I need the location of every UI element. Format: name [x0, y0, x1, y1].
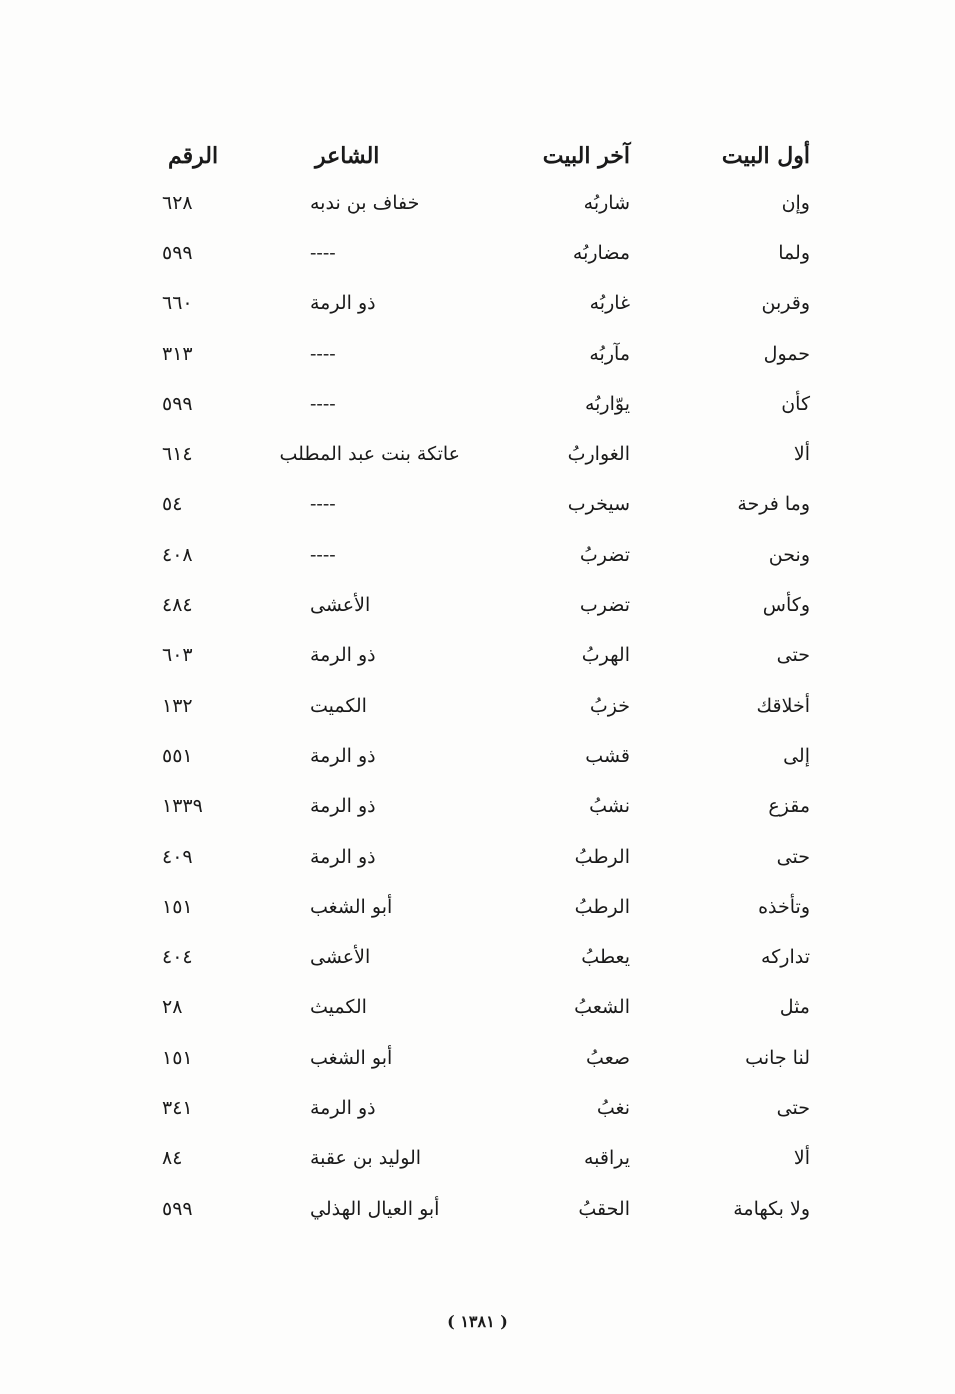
poet-cell: ---- — [310, 543, 336, 566]
first-verse-cell: أخلاقك — [756, 694, 810, 717]
number-cell: ٥٥١ — [162, 744, 193, 767]
first-verse-cell: تداركه — [761, 946, 810, 969]
last-verse-cell: الهربُ — [581, 644, 630, 667]
number-cell: ٣٤١ — [162, 1096, 193, 1119]
first-verse-cell: مقزع — [768, 795, 810, 818]
last-verse-cell: الرطبُ — [574, 845, 630, 868]
number-cell: ١٥١ — [162, 895, 193, 918]
first-verse-cell: حمول — [763, 342, 810, 365]
last-verse-cell: يعطبُ — [581, 946, 630, 969]
table-row — [150, 1033, 820, 1083]
first-verse-cell: وتأخذه — [758, 895, 810, 918]
poet-cell: ذو الرمة — [310, 845, 376, 868]
number-cell: ٦٦٠ — [162, 292, 193, 315]
poet-cell: الكميث — [310, 996, 367, 1019]
first-verse-cell: ولا بكهامة — [733, 1197, 810, 1220]
last-verse-cell: صعبُ — [586, 1046, 630, 1069]
number-cell: ٥٩٩ — [162, 1197, 193, 1220]
last-verse-cell: الشعبُ — [574, 996, 630, 1019]
number-cell: ٦٢٨ — [162, 191, 193, 214]
table-row — [150, 530, 820, 580]
table-row — [150, 882, 820, 932]
poet-cell: أبو الشغب — [310, 895, 393, 918]
first-verse-cell: وإن — [781, 191, 810, 214]
first-verse-cell: ونحن — [768, 543, 810, 566]
column-header-poet: الشاعر — [315, 143, 380, 169]
table-row — [150, 731, 820, 781]
last-verse-cell: نشبُ — [589, 795, 630, 818]
last-verse-cell: يراقبه — [583, 1147, 630, 1170]
table-row — [150, 1083, 820, 1133]
number-cell: ٤٠٤ — [162, 946, 193, 969]
first-verse-cell: لنا جانب — [745, 1046, 810, 1069]
last-verse-cell: يوّاربُه — [584, 392, 630, 415]
last-verse-cell: تضربُ — [579, 543, 630, 566]
first-verse-cell: وكأس — [762, 594, 810, 617]
column-header-last-verse: آخر البيت — [542, 143, 630, 169]
table-row — [150, 228, 820, 278]
table-row — [150, 681, 820, 731]
first-verse-cell: وما فرحة — [737, 493, 810, 516]
table-row — [150, 379, 820, 429]
last-verse-cell: سيخرب — [567, 493, 630, 516]
poet-cell: عاتكة بنت عبد المطلب — [279, 443, 460, 466]
number-cell: ٦٠٣ — [162, 644, 193, 667]
poet-cell: ذو الرمة — [310, 292, 376, 315]
poet-cell: ذو الرمة — [310, 744, 376, 767]
last-verse-cell: شاربُه — [583, 191, 630, 214]
poet-cell: ---- — [310, 342, 336, 365]
poet-cell: أبو الشغب — [310, 1046, 393, 1069]
table-header-row — [150, 134, 820, 178]
poet-cell: الكميت — [310, 694, 367, 717]
number-cell: ١٣٣٩ — [162, 795, 203, 818]
verse-index-table — [150, 134, 820, 1234]
table-row — [150, 932, 820, 982]
column-header-number: الرقم — [168, 143, 219, 169]
table-body — [150, 178, 820, 1234]
poet-cell: ---- — [310, 392, 336, 415]
poet-cell: الأعشى — [310, 946, 371, 969]
last-verse-cell: قشب — [585, 744, 630, 767]
table-row — [150, 329, 820, 379]
number-cell: ٥٤ — [162, 493, 183, 516]
table-row — [150, 580, 820, 630]
last-verse-cell: خزبُ — [589, 694, 630, 717]
table-row — [150, 429, 820, 479]
first-verse-cell: حتى — [776, 1096, 810, 1119]
first-verse-cell: حتى — [776, 845, 810, 868]
poet-cell: ---- — [310, 241, 336, 264]
last-verse-cell: تضرب — [579, 594, 630, 617]
number-cell: ١٥١ — [162, 1046, 193, 1069]
poet-cell: ذو الرمة — [310, 795, 376, 818]
number-cell: ٦١٤ — [162, 443, 193, 466]
column-header-first-verse: أول البيت — [721, 143, 810, 169]
last-verse-cell: مآربُه — [589, 342, 630, 365]
last-verse-cell: الحقبُ — [578, 1197, 630, 1220]
number-cell: ٤٨٤ — [162, 594, 193, 617]
table-row — [150, 631, 820, 681]
first-verse-cell: وقربن — [761, 292, 810, 315]
poet-cell: ذو الرمة — [310, 644, 376, 667]
first-verse-cell: كأن — [781, 392, 810, 415]
table-row — [150, 782, 820, 832]
first-verse-cell: حتى — [776, 644, 810, 667]
first-verse-cell: ولما — [778, 241, 810, 264]
poet-cell: ذو الرمة — [310, 1096, 376, 1119]
table-row — [150, 1184, 820, 1234]
first-verse-cell: مثل — [779, 996, 810, 1019]
first-verse-cell: ألا — [793, 443, 810, 466]
table-row — [150, 1134, 820, 1184]
poet-cell: ---- — [310, 493, 336, 516]
page-number: ( ١٣٨١ ) — [447, 1312, 508, 1331]
last-verse-cell: الغواربُ — [567, 443, 630, 466]
number-cell: ٣١٣ — [162, 342, 193, 365]
last-verse-cell: مضاربُه — [572, 241, 630, 264]
first-verse-cell: إلى — [783, 744, 810, 767]
number-cell: ٥٩٩ — [162, 241, 193, 264]
number-cell: ١٣٢ — [162, 694, 193, 717]
poet-cell: أبو العيال الهذلي — [310, 1197, 440, 1220]
last-verse-cell: الرطبُ — [574, 895, 630, 918]
last-verse-cell: غاربُه — [589, 292, 630, 315]
poet-cell: خفاف بن ندبه — [310, 191, 420, 214]
table-row — [150, 178, 820, 228]
table-row — [150, 480, 820, 530]
poet-cell: الأعشى — [310, 594, 371, 617]
number-cell: ٤٠٩ — [162, 845, 193, 868]
number-cell: ٥٩٩ — [162, 392, 193, 415]
number-cell: ٢٨ — [162, 996, 183, 1019]
first-verse-cell: ألا — [793, 1147, 810, 1170]
table-row — [150, 279, 820, 329]
number-cell: ٤٠٨ — [162, 543, 193, 566]
poet-cell: الوليد بن عقبة — [310, 1147, 422, 1170]
table-row — [150, 983, 820, 1033]
last-verse-cell: نغبُ — [596, 1096, 630, 1119]
table-row — [150, 832, 820, 882]
number-cell: ٨٤ — [162, 1147, 183, 1170]
